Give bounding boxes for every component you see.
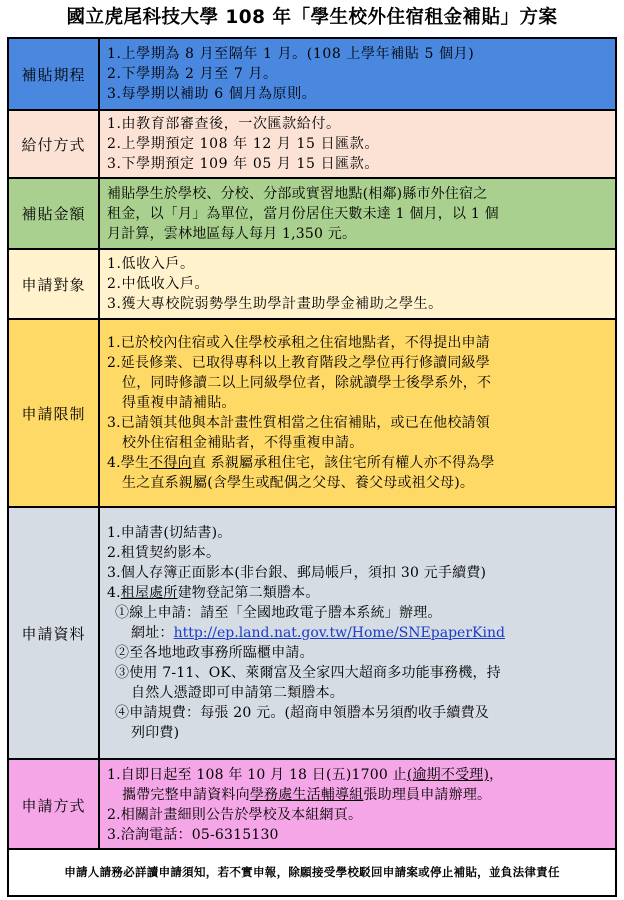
content-restrictions <box>99 319 616 507</box>
documents-line-1: 1.申請書(切結書)。 <box>107 525 232 541</box>
period-line-1: 1.上學期為 8 月至隔年 1 月。(108 上學年補貼 5 個月) <box>107 46 475 62</box>
label-eligibility: 申請對象 <box>8 249 99 319</box>
method-line-1c: ， <box>489 767 504 783</box>
restrictions-line-7c: 直 系親屬承租住宅，該住宅所有權人亦不得為學 <box>191 455 495 471</box>
payment-line-2: 2.上學期預定 108 年 12 月 15 日匯款。 <box>107 136 380 152</box>
label-documents: 申請資料 <box>8 507 99 759</box>
payment-line-3: 3.下學期預定 109 年 05 月 15 日匯款。 <box>107 156 380 172</box>
label-amount: 補貼金額 <box>8 178 99 249</box>
row-period <box>8 38 616 110</box>
content-amount <box>99 178 616 249</box>
amount-line-2: 租金，以「月」為單位，當月份居住天數未達 1 個月，以 1 個 <box>107 205 499 222</box>
method-line-1a: 1.自即日起至 108 年 10 月 18 日(五)1700 止 <box>107 767 407 783</box>
amount-line-1: 補貼學生於學校、分校、分部或實習地點(相鄰)縣市外住宿之 <box>107 185 488 202</box>
documents-line-5: ①線上申請：請至「全國地政電子謄本系統」辦理。 <box>115 605 442 621</box>
row-documents <box>8 507 616 759</box>
land-registry-link[interactable]: http://ep.land.nat.gov.tw/Home/SNEpaperKind <box>173 625 505 641</box>
method-line-2a: 攜帶完整申請資料向 <box>122 787 250 803</box>
eligibility-line-2: 2.中低收入戶。 <box>107 276 210 292</box>
documents-line-10: ④申請規費：每張 20 元。(超商申領謄本另須酌收手續費及 <box>115 705 489 721</box>
restrictions-line-7a: 4.學生 <box>107 455 150 471</box>
method-line-4: 3.洽詢電話：05-6315130 <box>107 827 279 843</box>
label-period: 補貼期程 <box>8 38 99 110</box>
documents-line-7: ②至各地地政事務所臨櫃申請。 <box>115 645 314 661</box>
footer-notice: 申請人請務必詳讀申請須知，若不實申報，除願接受學校駁回申請案或停止補貼，並負法律責任 <box>7 848 617 897</box>
documents-line-8: ③使用 7-11、OK、萊爾富及全家四大超商多功能事務機，持 <box>115 665 501 681</box>
documents-line-4 <box>107 583 609 603</box>
documents-line-9: 自然人憑證即可申請第二類謄本。 <box>131 685 344 701</box>
restrictions-line-8: 生之直系親屬(含學生或配偶之父母、養父母或祖父母)。 <box>122 475 475 491</box>
restrictions-line-2: 2.延長修業、已取得專科以上教育階段之學位再行修讀同級學 <box>107 355 490 371</box>
restrictions-line-7 <box>107 453 609 473</box>
documents-url-label: 網址： <box>131 625 174 641</box>
content-documents <box>99 507 616 759</box>
content-payment <box>99 110 616 178</box>
amount-line-3: 月計算，雲林地區每人每月 1,350 元。 <box>107 225 357 242</box>
method-line-2b: 學務處生活輔導組 <box>249 787 364 803</box>
period-line-3: 3.每學期以補助 6 個月為原則。 <box>107 86 317 102</box>
row-method <box>8 759 616 851</box>
eligibility-line-1: 1.低收入戶。 <box>107 256 195 272</box>
row-restrictions <box>8 319 616 507</box>
restrictions-line-7b: 不得向 <box>149 455 192 471</box>
period-line-2: 2.下學期為 2 月至 7 月。 <box>107 66 278 82</box>
restrictions-line-3: 位，同時修讀二以上同級學位者，除就讀學士後學系外，不 <box>122 375 492 391</box>
documents-line-6 <box>107 623 609 643</box>
row-payment <box>8 110 616 178</box>
label-payment: 給付方式 <box>8 110 99 178</box>
restrictions-line-4: 得重複申請補貼。 <box>122 395 236 411</box>
restrictions-line-6: 校外住宿租金補貼者，不得重複申請。 <box>122 435 364 451</box>
page-title: 國立虎尾科技大學 108 年「學生校外住宿租金補貼」方案 <box>66 7 558 28</box>
method-line-2 <box>107 785 609 805</box>
restrictions-line-1: 1.已於校內住宿或入住學校承租之住宿地點者，不得提出申請 <box>107 335 490 351</box>
method-line-1 <box>107 765 609 785</box>
documents-line-3: 3.個人存簿正面影本(非台銀、郵局帳戶，須扣 30 元手續費) <box>107 565 487 581</box>
documents-line-11: 列印費) <box>131 725 180 741</box>
eligibility-line-3: 3.獲大專校院弱勢學生助學計畫助學金補助之學生。 <box>107 296 443 312</box>
restrictions-line-5: 3.已請領其他與本計畫性質相當之住宿補貼，或已在他校請領 <box>107 415 490 431</box>
content-eligibility <box>99 249 616 319</box>
documents-line-4b: 租屋處所 <box>120 585 178 601</box>
method-line-3: 2.相關計畫細則公告於學校及本組網頁。 <box>107 807 363 823</box>
content-period <box>99 38 616 110</box>
subsidy-table <box>7 37 617 852</box>
row-eligibility <box>8 249 616 319</box>
label-method: 申請方式 <box>8 759 99 851</box>
method-line-2c: 張助理員申請辦理。 <box>363 787 492 803</box>
method-line-1b: (逾期不受理) <box>406 767 490 783</box>
label-restrictions: 申請限制 <box>8 319 99 507</box>
row-amount <box>8 178 616 249</box>
documents-line-4c: 建物登記第二類謄本。 <box>177 585 320 601</box>
content-method <box>99 759 616 851</box>
payment-line-1: 1.由教育部審查後，一次匯款給付。 <box>107 116 341 132</box>
documents-line-2: 2.租賃契約影本。 <box>107 545 221 561</box>
documents-line-4a: 4. <box>107 585 121 601</box>
